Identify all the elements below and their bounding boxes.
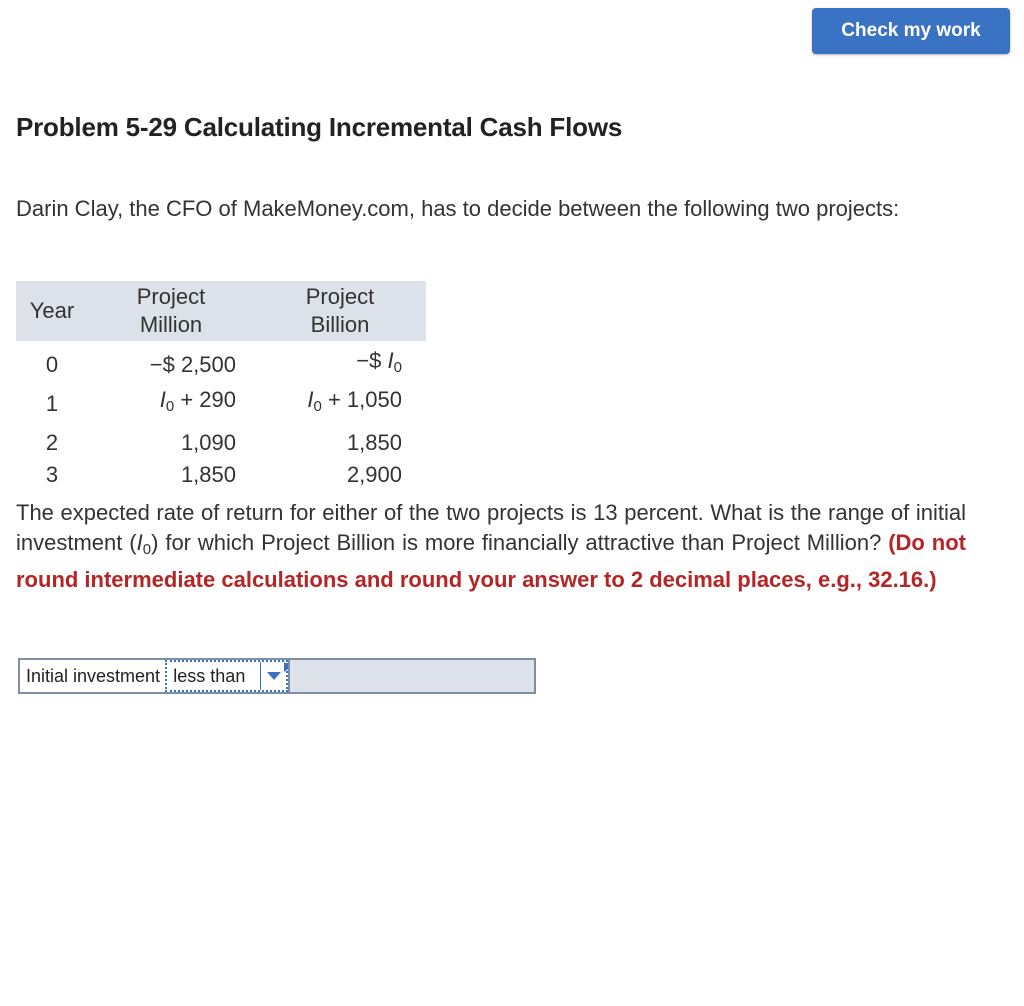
cell-billion: 1,850 [346,430,402,455]
cell-billion: 2,900 [346,462,402,487]
header-project-million-label: Project Million [136,284,206,337]
cell-billion-suffix: + 1,050 [321,387,402,412]
comparison-select[interactable] [165,660,288,692]
question-part2: ) for which Project Billion is more financially attractive than Project Million? [151,530,889,555]
cell-million: 1,090 [180,430,236,455]
chevron-down-icon [267,672,281,680]
cell-billion [254,341,426,384]
i0-subscript: 0 [142,541,152,558]
cell-million: −$ 2,500 [149,351,236,377]
answer-label: Initial investment [26,665,161,686]
comparison-select-value: less than [173,665,246,686]
table-row [16,341,426,384]
table-header-row [16,281,426,341]
check-my-work-button[interactable]: Check my work [812,8,1010,54]
question-text [16,498,966,595]
i0-symbol [159,387,175,415]
header-year: Year [16,281,88,341]
problem-intro: Darin Clay, the CFO of MakeMoney.com, has to decide between the following two projects: [16,196,900,221]
cell-million [88,384,254,423]
cell-billion-prefix: −$ [356,348,388,373]
table-row [16,423,426,459]
answer-input-wrap [288,660,534,692]
i0-letter: I [307,387,314,412]
i0-subscript: 0 [393,359,402,376]
i0-symbol [136,530,152,558]
i0-letter: I [136,530,143,555]
i0-letter: I [159,387,166,412]
i0-letter: I [387,348,394,373]
header-project-billion-label: Project Billion [305,284,375,337]
question-part1: The expected rate of return for either of the two projects is 13 percent. What is the range of initial investment ( [16,500,966,555]
i0-symbol [307,387,322,415]
cell-year: 2 [45,430,59,455]
answer-input[interactable] [288,660,534,692]
cell-billion [254,384,426,423]
cell-year: 3 [45,462,59,487]
i0-symbol [387,348,402,376]
cell-million: 1,850 [180,462,236,487]
cell-year: 0 [45,351,59,377]
i0-subscript: 0 [165,398,175,415]
header-project-billion [254,281,426,341]
cash-flow-table [16,281,426,491]
cell-million-suffix: + 290 [174,387,236,412]
table-row [16,459,426,491]
cell-year: 1 [45,390,59,416]
header-project-million [88,281,254,341]
table-row [16,384,426,423]
answer-row [18,658,536,694]
question-instruction: (Do not round intermediate calculations and round your answer to 2 decimal places, e.g., 32.16.) [16,530,966,592]
i0-subscript: 0 [313,398,322,415]
problem-title: Problem 5-29 Calculating Incremental Cash Flows [16,112,623,142]
dropdown-arrow[interactable] [260,662,286,690]
